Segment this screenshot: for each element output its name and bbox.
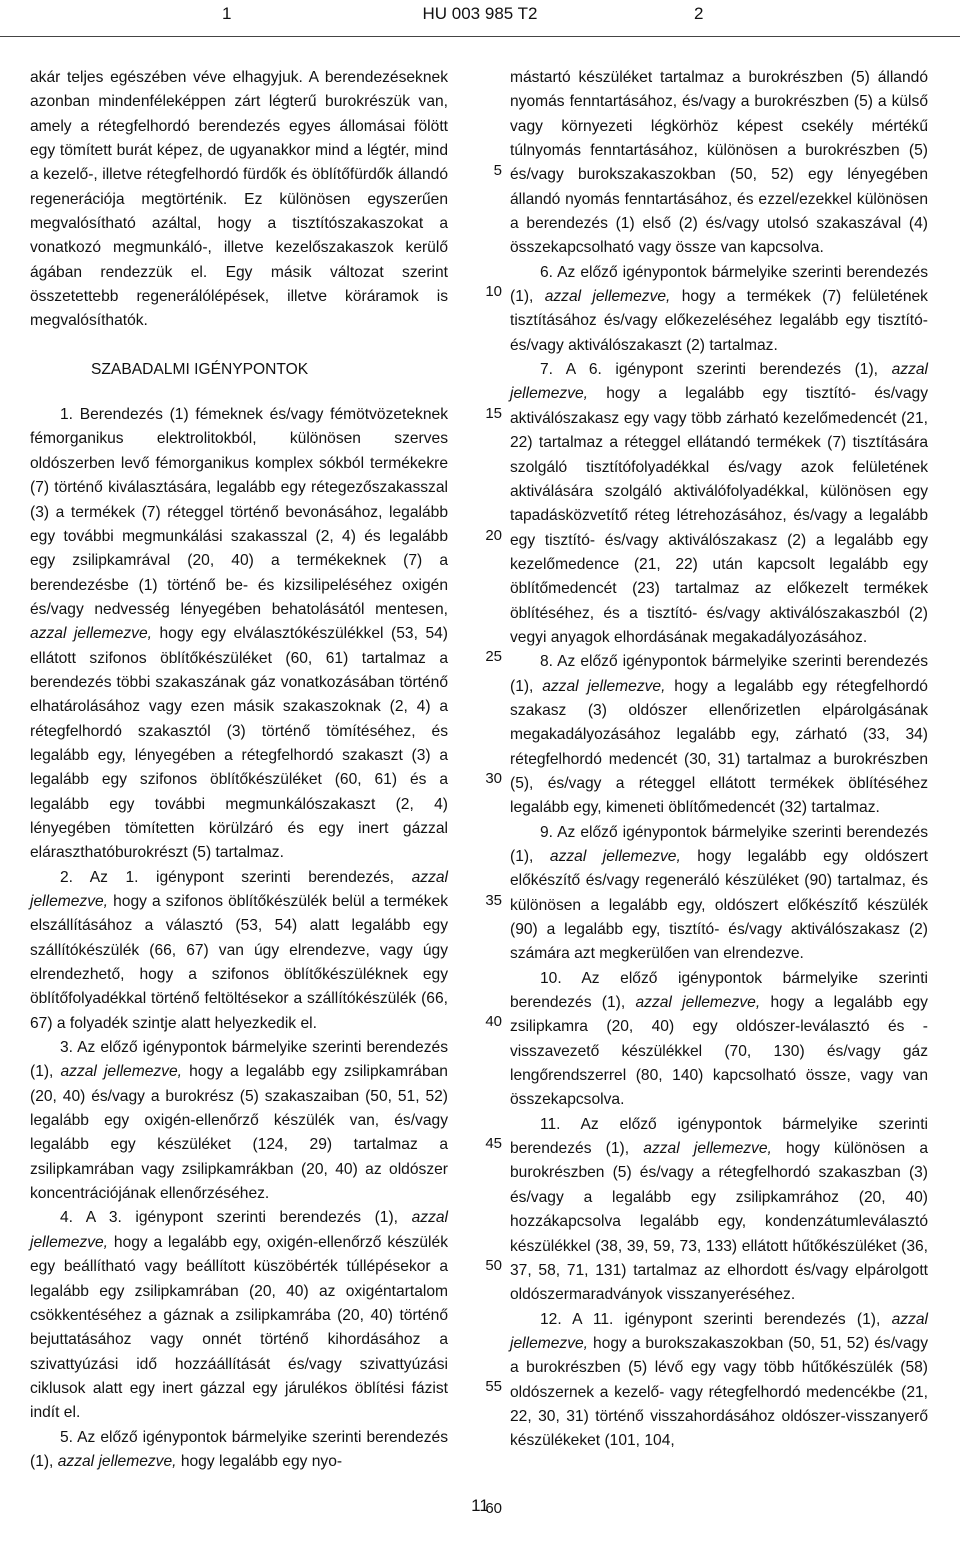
line-number: 45: [485, 1135, 502, 1152]
claim-5: [30, 1426, 448, 1475]
claim-6-text-cont: hogy a termékek (7) felületének tisztításához és/vagy előkezeléséhez legalább egy tisztító- és/vagy aktiválószakaszt (2) tartalmaz.: [510, 288, 928, 354]
claim-9-text-cont: hogy legalább egy oldószert előkészítő és/vagy regeneráló készüléket (90) tartalmaz, és különösen a legalább egy, oldószert előkészítő készülék (90) a legalább egy, tisztító- és/vagy aktiválószakasz (2) számára azt megkerülően van elrendezve.: [510, 848, 928, 963]
claim-12-text: 12. A 11. igénypont szerinti berendezés (1),: [540, 1310, 881, 1328]
claim-8-characterizing: azzal jellemezve,: [542, 677, 666, 695]
claim-7-text: 7. A 6. igénypont szerinti berendezés (1),: [540, 361, 879, 379]
claim-5-continuation: mástartó készüléket tartalmaz a burokrészben (5) állandó nyomás fenntartásához, és/vagy a burokrészben (5) a külső vagy környezeti légkörhöz képest csekély mértékű túlnyomás fenntartásához, különösen a burokrészben (5) és/vagy burokszakaszokban (50, 52) egy lényegében állandó nyomás fenntartásához, és ezzel/ezekkel különösen a berendezés (1) első (2) és/vagy utolsó szakaszával (4) összekapcsolható vagy össze van kapcsolva.: [510, 69, 928, 257]
claim-11-text: 11. Az előző igénypontok bármelyike szerinti berendezés (1),: [510, 1115, 928, 1158]
line-number: 5: [493, 162, 502, 179]
line-number: 35: [485, 892, 502, 909]
claim-12-text-cont: hogy a burokszakaszokban (50, 51, 52) és/vagy a burokrészben (5) lévő egy vagy több hűtőkészülék (58) oldószernek a kezelő- vagy rétegfelhordó medencékbe (21, 22, 30, 31) történő visszahordásához oldószer-visszanyerő készülékeket (101, 104,: [510, 1334, 928, 1450]
section-title: SZABADALMI IGÉNYPONTOK: [91, 360, 309, 378]
claim-3-text-cont: hogy a legalább egy zsilipkamrában (20, 40) és/vagy a burokrész (5) szakaszaiban (50, 51, 52) legalább egy oxigén-ellenőrző készülék van, és/vagy legalább egy készüléket (124, 29) tartalmaz a zsilipkamrában vagy zsilipkamrákban (20, 40) az oldószer koncentrációjának ellenőrzéséhez.: [30, 1063, 448, 1203]
claim-9-characterizing: azzal jellemezve,: [549, 848, 681, 865]
line-number: 60: [485, 1500, 502, 1517]
claim-3-characterizing: azzal jellemezve,: [60, 1063, 182, 1081]
footer-page-number: 11: [471, 1496, 489, 1515]
page-number-right: 2: [694, 4, 704, 23]
line-number: 30: [485, 770, 502, 787]
page-footer: [0, 1496, 960, 1516]
claim-2: [30, 866, 448, 1036]
line-number: 50: [485, 1257, 502, 1274]
page-header: [0, 0, 960, 40]
claim-6-text: 6. Az előző igénypontok bármelyike szerinti berendezés (1),: [510, 263, 928, 306]
right-column: [510, 66, 928, 1454]
claim-1-text: 1. Berendezés (1) fémeknek és/vagy fémötvözeteknek fémorganikus elektrolitokból, különösen szerves oldószerben levő fémorganikus komplex sókból termékekre (7) történő kiválasztására, legalább egy rétegezőszakasszal (3) a termékek (7) réteggel történő bevonásához, legalább egy további megmunkálási szakasszal (2, 4) és legalább egy zsilipkamrával (20, 40) a termékeknek (7) a berendezésbe (1) történő be- és kizsilipeléséhez oxigén és/vagy nedvesség lényegében behatolásától mentesen,: [30, 406, 448, 618]
claim-2-text: 2. Az 1. igénypont szerinti berendezés,: [60, 868, 395, 886]
claim-3: [30, 1036, 448, 1206]
page-number-left: 1: [222, 4, 232, 23]
claim-4-text: 4. A 3. igénypont szerinti berendezés (1),: [60, 1209, 399, 1227]
claim-1: [30, 403, 448, 866]
claim-7-characterizing: azzal jellemezve,: [510, 361, 928, 403]
claim-4: [30, 1206, 448, 1425]
claim-11-characterizing: azzal jellemezve,: [643, 1140, 772, 1158]
claim-5-text: 5. Az előző igénypontok bármelyike szerinti berendezés (1),: [30, 1428, 448, 1470]
header-divider: [0, 36, 960, 37]
claim-9: [510, 821, 928, 967]
claim-8: [510, 650, 928, 820]
intro-paragraph: akár teljes egészében véve elhagyjuk. A berendezéseknek azonban mindenféleképpen zárt légterű burokrészük van, amely a rétegfelhordó berendezés egyes állomásai fölött egy tömített burát képez, de ugyanakkor mind a légtér, mind a kezelő-, illetve rétegfelhordó fürdők és öblítőfürdők állandó regenerációja megtörténik. Ez különösen egyszerűen megvalósítható azáltal, hogy a tisztítószakaszokat a vonatkozó megmunkáló-, illetve kezelőszakaszok kerülő ágában rendezzük el. Egy másik változat szerint összetettebb regenerálólépések, illetve köráramok is megvalósíthatók.: [30, 69, 448, 330]
claim-4-characterizing: azzal jellemezve,: [30, 1209, 448, 1251]
line-number: 15: [485, 405, 502, 422]
claim-9-text: 9. Az előző igénypontok bármelyike szerinti berendezés (1),: [510, 823, 928, 865]
claim-10: [510, 967, 928, 1113]
claim-2-text-cont: hogy a szifonos öblítőkészülék belül a termékek elszállításához a választó (53, 54) alatt legalább egy szállítókészülék (66, 67) van úgy elrendezve, vagy úgy elrendezhető, hogy a szifonos öblítőkészüléknek egy öblítőfolyadékkal történő feltöltésekor a szállítókészülék (66, 67) a folyadék szintje alatt helyezkedik el.: [30, 893, 448, 1032]
claim-10-characterizing: azzal jellemezve,: [635, 994, 761, 1012]
line-number: 10: [485, 283, 502, 300]
claim-7-text-cont: hogy a legalább egy tisztító- és/vagy aktiválószakasz egy vagy több zárható kezelőmedencét (21, 22) tartalmaz a réteggel ellátandó termékek (7) tisztítására szolgáló tisztítófolyadékkal és/vagy azok felületének aktiválására szolgáló aktiválófolyadékkal, különösen egy tapadásközvetítő réteg létrehozásához, és/vagy a legalább egy tisztító- és/vagy aktiválószakasz (2) a legalább egy kezelőmedence (21, 22) után kapcsolt legalább egy öblítőmedencét (23) tartalmaz az előkezelt termékek öblítéséhez, és a tisztító- és/vagy aktiválószakaszból (2) vegyi anyagok elhordásának megakadályozásához.: [510, 385, 928, 646]
claim-12: [510, 1308, 928, 1454]
claim-1-text-cont: hogy egy elválasztókészülékkel (53, 54) ellátott szifonos öblítőkészüléket (60, 61) tartalmaz a berendezés többi szakaszának gáz vonatkozásában történő elhatárolásához vagy ezen másik szakaszoknak (2, 4) a rétegfelhordó szakasztól (3) történő tömítéséhez, és legalább egy, lényegében a rétegfelhordó szakaszt (3) a legalább egy szifonos öblítőkészüléket (60, 61) és a legalább egy további megmunkálószakaszt (2, 4) lényegében tömítetten körülzáró és egy inert gázzal eláraszthatóburokrészt (5) tartalmaz.: [30, 625, 448, 862]
claim-1-characterizing: azzal jellemezve,: [30, 625, 152, 643]
left-column: [30, 66, 448, 1474]
line-number: 55: [485, 1378, 502, 1395]
claim-4-text-cont: hogy a legalább egy, oxigén-ellenőrző készülék egy beállítható vagy beállított küszöbérték túllépésekor a legalább egy zsilipkamrában (20, 40) az oxigéntartalom csökkentéséhez a gáznak a zsilipkamrába (20, 40) történő bejuttatásához vagy onnét történő kihordásához a szivattyúzási idő hozzáállítását és/vagy szivattyúzási ciklusok alatt egy inert gázzal egy járulékos öblítési fázist indít el.: [30, 1233, 448, 1422]
claim-5-text-cont: hogy legalább egy nyo-: [180, 1452, 343, 1470]
claim-10-text: 10. Az előző igénypontok bármelyike szerinti berendezés (1),: [510, 969, 928, 1012]
claim-12-characterizing: azzal jellemezve,: [510, 1310, 928, 1352]
document-id: HU 003 985 T2: [422, 4, 538, 23]
claim-5-characterizing: azzal jellemezve,: [57, 1452, 177, 1470]
claim-11: [510, 1113, 928, 1308]
claim-3-text: 3. Az előző igénypontok bármelyike szerinti berendezés (1),: [30, 1039, 448, 1081]
line-number: 20: [485, 527, 502, 544]
claim-6: [510, 261, 928, 358]
claim-10-text-cont: hogy a legalább egy zsilipkamra (20, 40) egy oldószer-leválasztó és -visszavezető készülékkel (70, 130) és/vagy gáz lengőrendszerrel (80, 140) kapcsolható össze, vagy van összekapcsolva.: [510, 994, 928, 1109]
line-number: 40: [485, 1013, 502, 1030]
line-number: 25: [485, 648, 502, 665]
claim-8-text: 8. Az előző igénypontok bármelyike szerinti berendezés (1),: [510, 653, 928, 695]
claim-2-characterizing: azzal jellemezve,: [30, 868, 449, 910]
claim-7: [510, 358, 928, 650]
claim-8-text-cont: hogy a legalább egy rétegfelhordó szakasz (3) oldószer ellenőrizetlen elpárolgásának megakadályozásához legalább egy, zárható (33, 34) rétegfelhordó medencét (30, 31) tartalmaz a burokrészben (5), és/vagy a réteggel ellátott termékek öblítéséhez legalább egy, kimeneti öblítőmedencét (32) tartalmaz.: [510, 677, 928, 817]
claim-11-text-cont: hogy különösen a burokrészben (5) és/vagy a rétegfelhordó szakaszban (3) és/vagy a legalább egy zsilipkamrához (20, 40) hozzákapcsolva legalább egy, kondenzátumleválasztó készülékkel (38, 39, 59, 73, 133) ellátott hűtőkészüléket (36, 37, 58, 71, 131) tartalmaz az elhordott és/vagy elpárolgott oldószermaradványok visszanyeréséhez.: [510, 1140, 928, 1304]
claim-6-characterizing: azzal jellemezve,: [544, 288, 671, 306]
